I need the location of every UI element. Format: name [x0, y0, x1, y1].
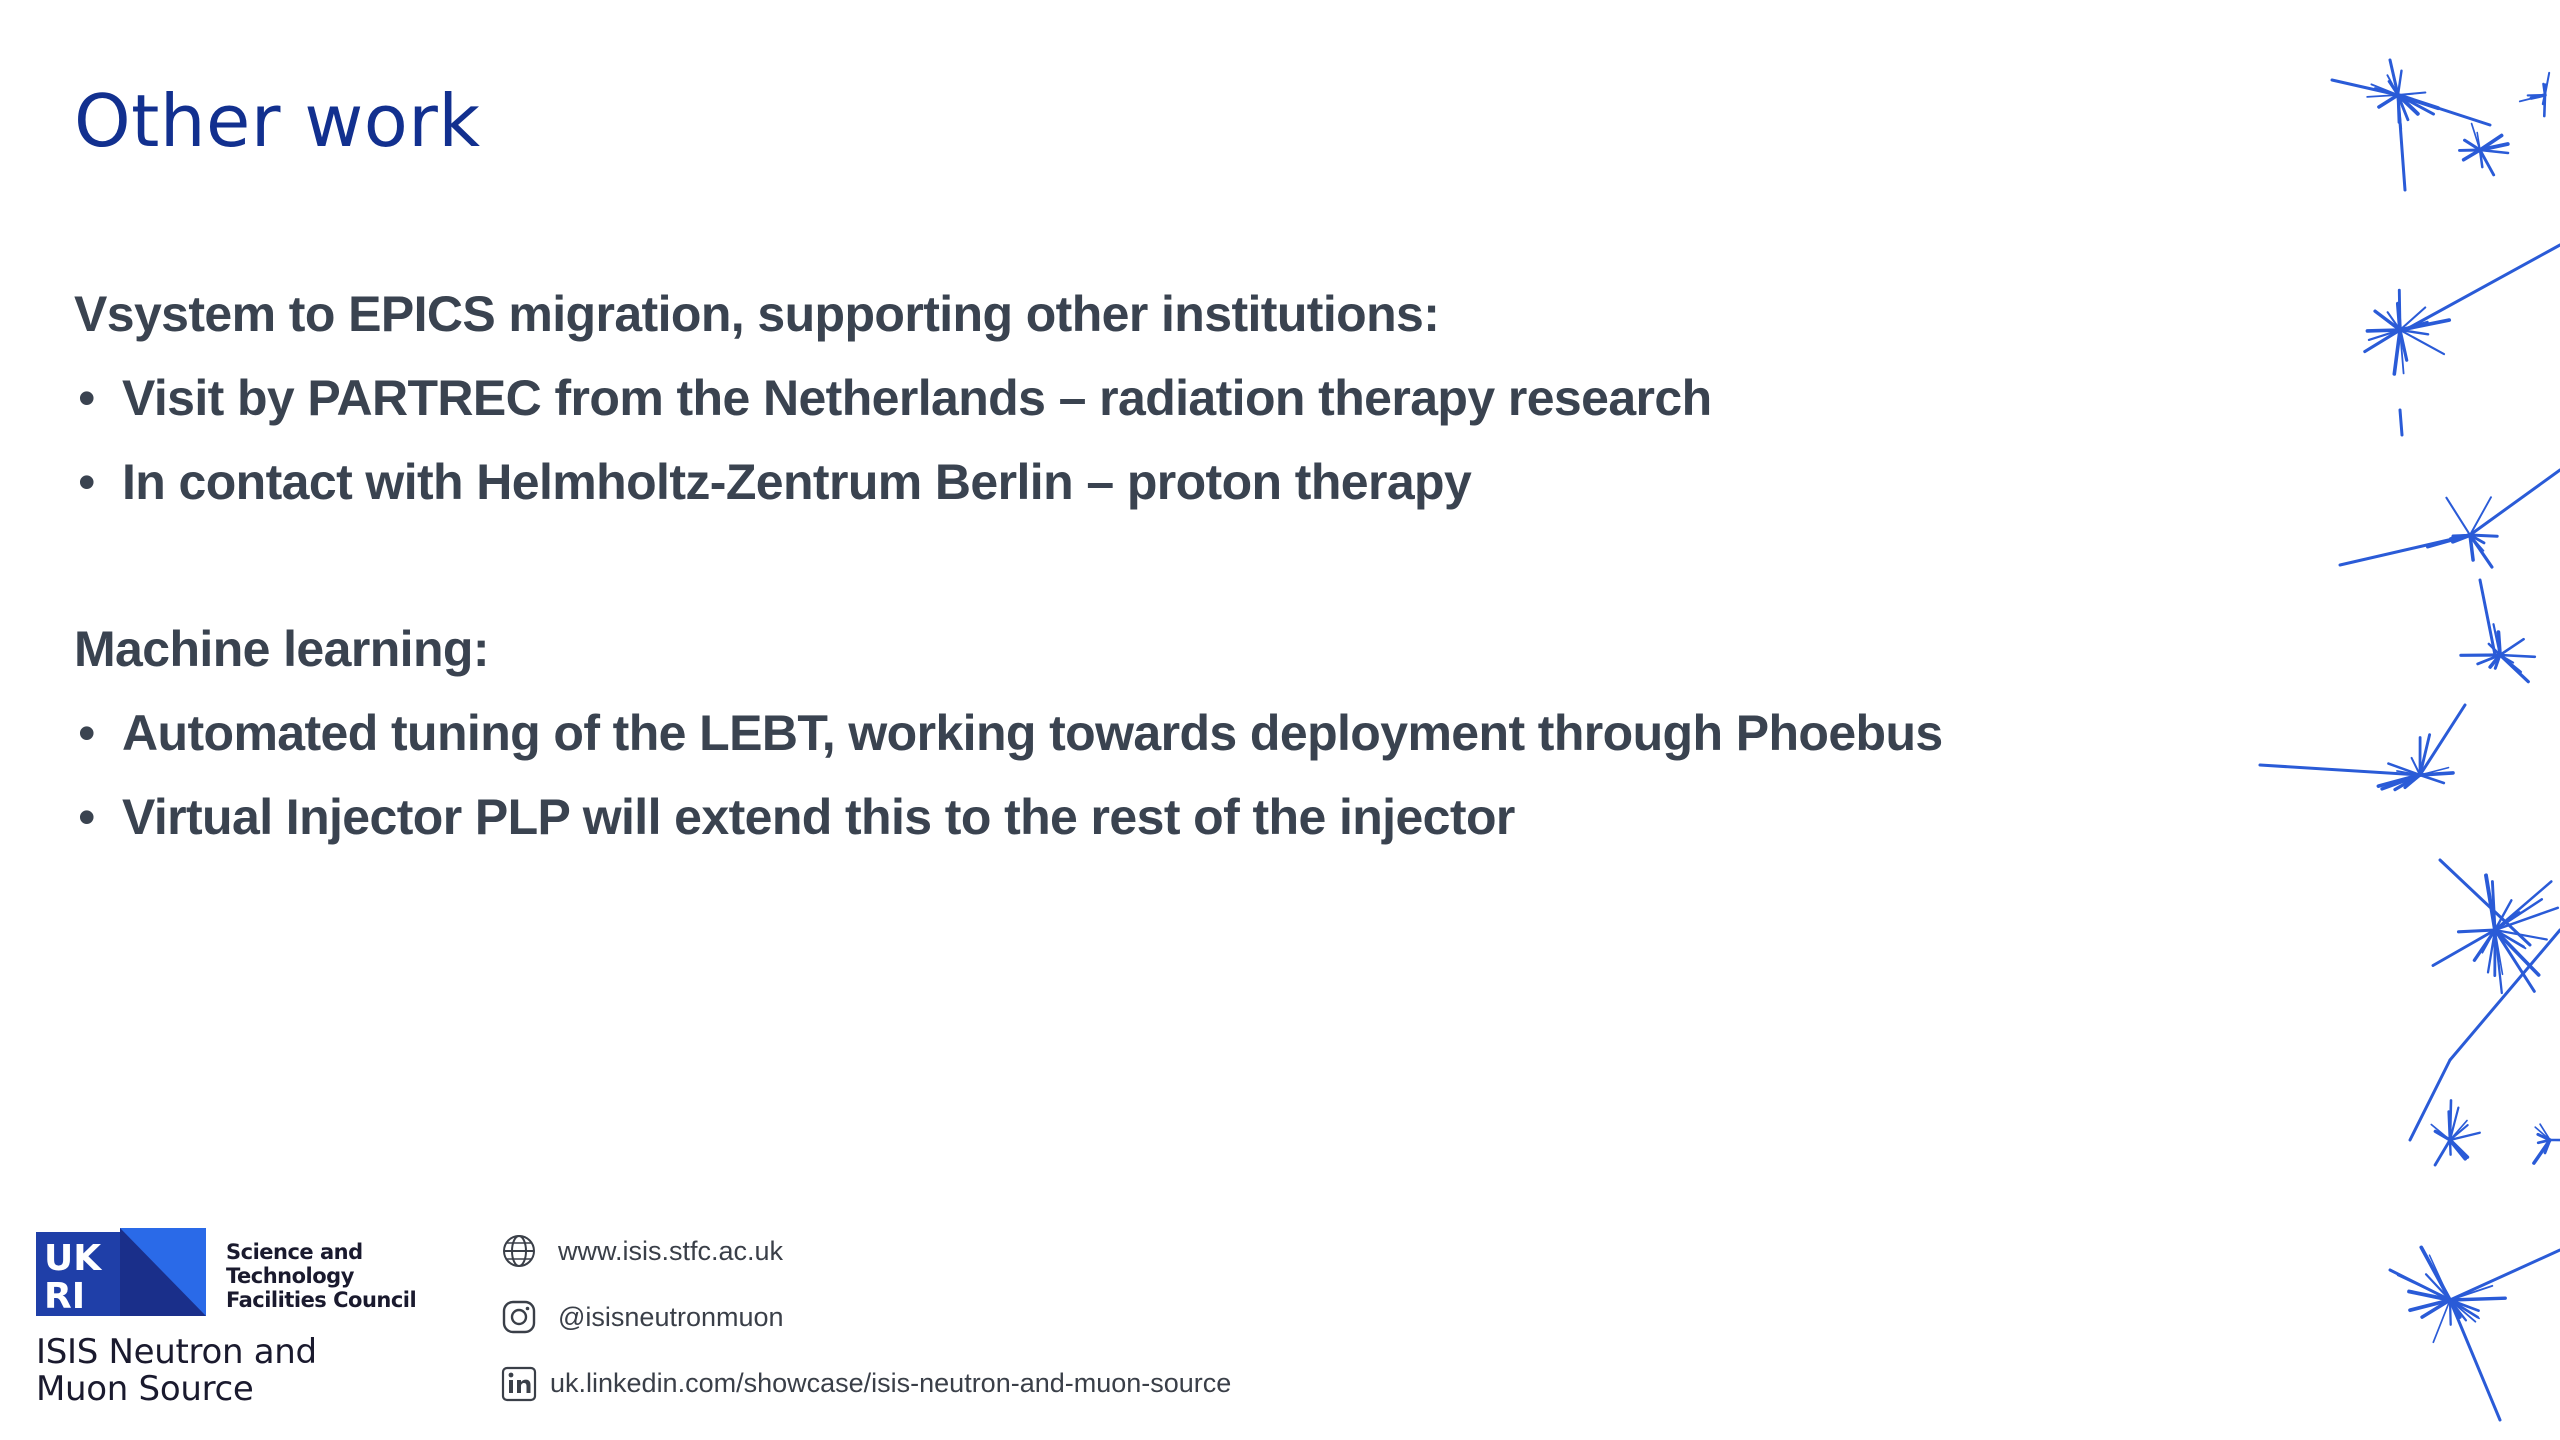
burst-ray: [2450, 1140, 2465, 1159]
burst-ray: [2420, 775, 2444, 783]
bullet-marker: •: [78, 705, 95, 761]
section-spacer: [74, 524, 2174, 607]
burst-ray: [2435, 1140, 2450, 1165]
slide-body: [74, 272, 2174, 859]
council-name: [226, 1240, 416, 1312]
section-heading-migration: Vsystem to EPICS migration, supporting other institutions:: [74, 286, 1440, 342]
burst-ray: [2495, 882, 2551, 931]
bullet-marker: •: [78, 370, 95, 426]
bullet-text: Automated tuning of the LEBT, working towards deployment through Phoebus: [122, 705, 1943, 761]
list-item: [74, 691, 2174, 775]
ukri-mark-bottom: RI: [44, 1276, 86, 1317]
burst-ray: [2500, 639, 2524, 655]
instagram-link[interactable]: [500, 1296, 1231, 1362]
bullet-list-migration: [74, 356, 2174, 524]
linkedin-icon: [500, 1364, 538, 1402]
instagram-text: @isisneutronmuon: [558, 1302, 784, 1332]
burst-ray: [2459, 930, 2496, 932]
list-item: [74, 356, 2174, 440]
bullet-text: Virtual Injector PLP will extend this to the rest of the injector: [122, 789, 1515, 845]
website-link[interactable]: [500, 1230, 1231, 1296]
burst-ray: [2398, 93, 2425, 96]
burst-ray: [2398, 304, 2400, 330]
burst-ray: [2450, 1140, 2451, 1155]
burst-ray: [2450, 1100, 2451, 1140]
ukri-stfc-logo: [36, 1228, 436, 1408]
bullet-marker: •: [78, 789, 95, 845]
council-line: Technology: [226, 1264, 354, 1288]
council-line: Science and: [226, 1240, 363, 1264]
facility-name: [36, 1334, 317, 1408]
slide-title: Other work: [74, 79, 481, 163]
bullet-text: In contact with Helmholtz-Zentrum Berlin – proton therapy: [122, 454, 1472, 510]
ukri-logo-mark: [36, 1228, 206, 1318]
burst-ray: [2500, 655, 2528, 682]
burst-ray: [2470, 497, 2491, 535]
linkedin-text: uk.linkedin.com/showcase/isis-neutron-and-muon-source: [550, 1368, 1232, 1398]
burst-ray: [2365, 330, 2400, 352]
facility-line: Muon Source: [36, 1369, 254, 1409]
burst-ray: [2545, 85, 2546, 95]
website-text: www.isis.stfc.ac.uk: [558, 1236, 784, 1266]
bullet-marker: •: [78, 454, 95, 510]
section-heading-machine-learning: Machine learning:: [74, 621, 489, 677]
connector-lines: [2260, 60, 2560, 1420]
globe-icon: [500, 1232, 538, 1270]
ukri-mark-top: UK: [44, 1238, 102, 1279]
instagram-icon: [500, 1298, 538, 1336]
contact-links: [500, 1230, 1231, 1428]
bullet-text: Visit by PARTREC from the Netherlands – radiation therapy research: [122, 370, 1712, 426]
burst-ray: [2550, 1140, 2560, 1141]
facility-line: ISIS Neutron and: [36, 1332, 317, 1372]
list-item: [74, 440, 2174, 524]
council-line: Facilities Council: [226, 1288, 417, 1312]
burst-ray: [2450, 1298, 2505, 1300]
particle-track-decoration: [2240, 0, 2560, 1440]
bullet-list-machine-learning: [74, 691, 2174, 859]
burst-ray: [2446, 498, 2470, 535]
burst-ray: [2394, 330, 2400, 374]
list-item: [74, 775, 2174, 859]
burst-ray: [2500, 655, 2535, 657]
linkedin-link[interactable]: [500, 1362, 1231, 1428]
burst-ray: [2375, 311, 2400, 330]
